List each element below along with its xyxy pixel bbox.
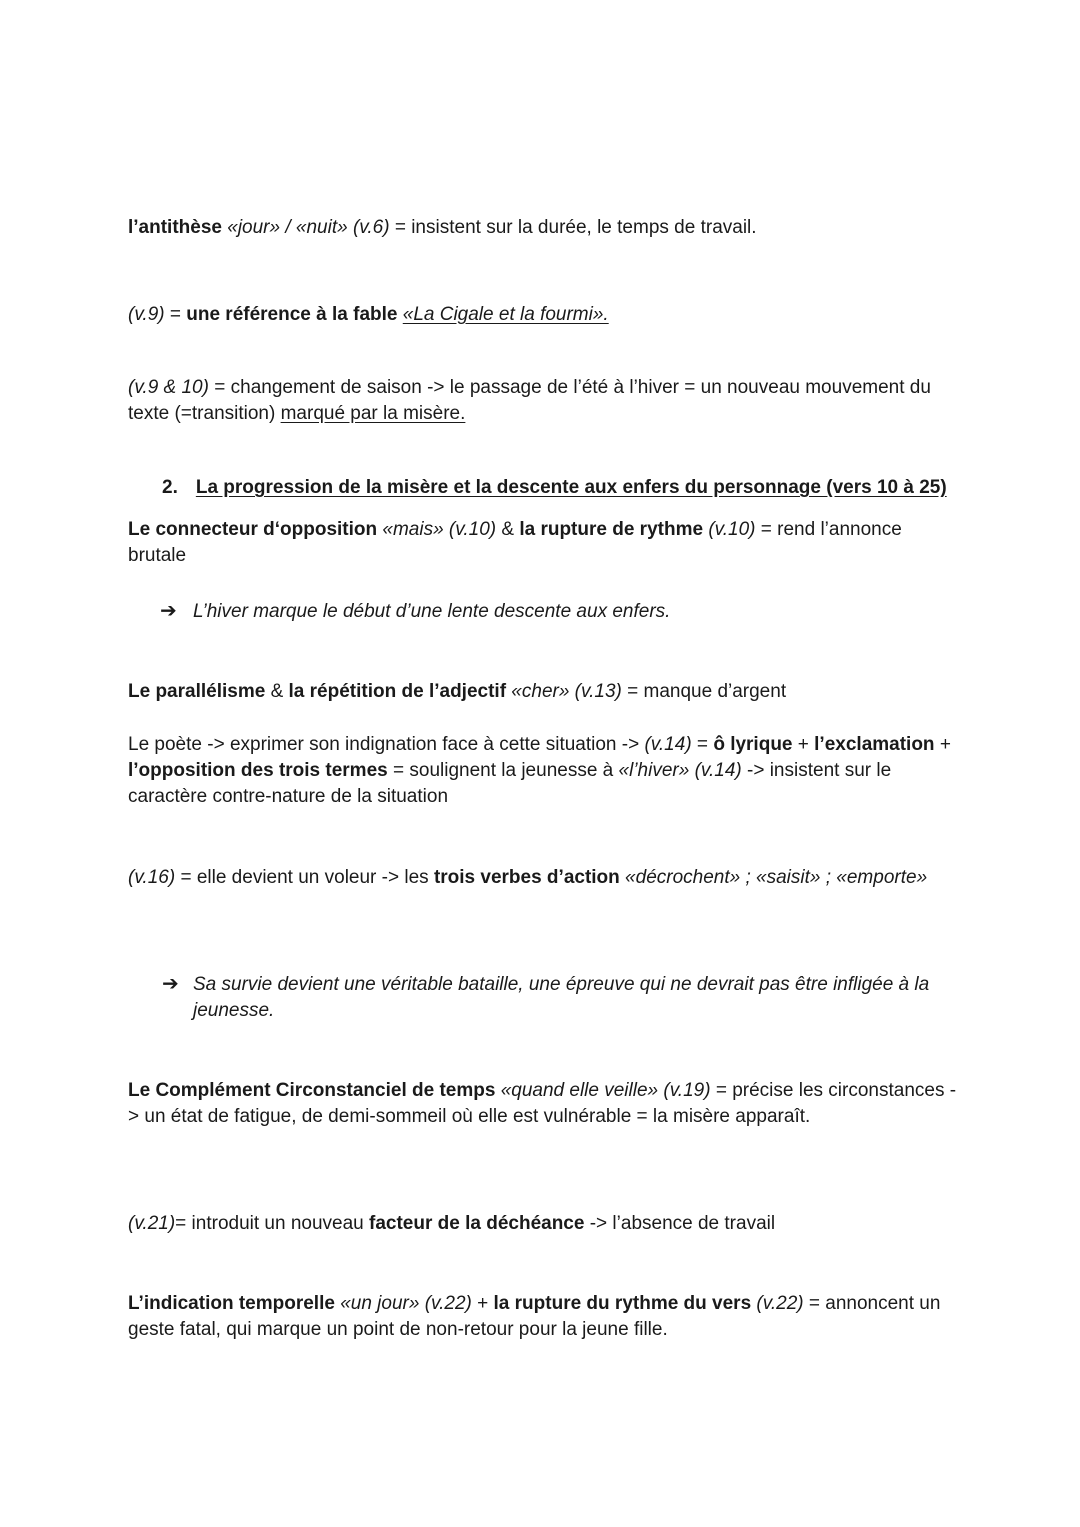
text: & [265,681,289,702]
quote: «décrochent» ; «saisit» ; «emporte» [619,867,928,888]
paragraph-voleur [128,865,958,891]
paragraph-saison [128,375,958,427]
text: -> l’absence de travail [584,1213,776,1234]
text: + [792,734,815,755]
text: = [164,304,187,325]
text: + [934,734,951,755]
text: & [496,519,520,540]
paragraph-fable [128,302,958,328]
bold-term: trois verbes d’action [433,867,620,888]
bold-term: ô lyrique [713,734,793,755]
text: = rend l’annonce brutale [128,519,902,566]
bold-term: la rupture du rythme du vers [493,1293,752,1314]
section-heading [162,475,962,501]
text: = soulignent la jeunesse à [387,760,619,781]
bold-term: facteur de la déchéance [369,1213,585,1234]
quote: «quand elle veille» (v.19) [495,1080,711,1101]
paragraph-complement [128,1078,958,1130]
paragraph-parallelisme [128,679,958,705]
bold-term: L’indication temporelle [128,1293,335,1314]
underlined-text: marqué par la misère. [280,403,466,424]
bold-term: la répétition de l’adjectif [288,681,507,702]
fable-title: «La Cigale et la fourmi». [402,304,609,325]
bold-term: l’antithèse [128,217,222,238]
verse-ref: (v.21) [128,1213,176,1234]
verse-ref: (v.9 & 10) [128,377,209,398]
text: = changement de saison -> le passage de l’été à l’hiver = un nouveau mouvement du texte (=transition) [128,377,931,424]
quote: «l’hiver» (v.14) [618,760,742,781]
text: = insistent sur la durée, le temps de travail. [389,217,757,238]
arrow-icon: ➔ [162,973,179,995]
bold-term: Le parallélisme [128,681,266,702]
heading-number: 2. [162,477,178,498]
text: + [471,1293,494,1314]
paragraph-indignation [128,732,958,810]
text: -> insistent sur le caractère contre-nature de la situation [128,760,892,807]
bold-term: la rupture de rythme [519,519,704,540]
quote: «jour» / «nuit» (v.6) [221,217,390,238]
paragraph-connecteur [128,517,958,569]
verse-ref: (v.10) [703,519,756,540]
bold-term: l’exclamation [814,734,935,755]
bold-term: Le connecteur d‘opposition [128,519,378,540]
text: = précise les circonstances -> un état de fatigue, de demi-sommeil où elle est vulnérable = la misère apparaît. [128,1080,957,1127]
bold-term: Le Complément Circonstanciel de temps [128,1080,496,1101]
paragraph-antithese [128,215,958,241]
arrow-icon: ➔ [160,600,177,622]
verse-ref: (v.22) [751,1293,804,1314]
text: = [691,734,714,755]
conclusion-survie: Sa survie devient une véritable bataille, une épreuve qui ne devrait pas être infligée à la jeunesse. [193,974,930,1021]
verse-ref: (v.16) [128,867,176,888]
bold-term: une référence à la fable [186,304,398,325]
text: = annoncent un geste fatal, qui marque un point de non-retour pour la jeune fille. [128,1293,941,1340]
text: Le poète -> exprimer son indignation face à cette situation -> [128,734,645,755]
heading-text: La progression de la misère et la descente aux enfers du personnage (vers 10 à 25) [195,477,947,498]
text: = manque d’argent [621,681,787,702]
verse-ref: (v.9) [128,304,165,325]
paragraph-indication [128,1291,958,1343]
quote: «un jour» (v.22) [334,1293,472,1314]
text: = elle devient un voleur -> les [175,867,434,888]
quote: «mais» (v.10) [377,519,497,540]
quote: «cher» (v.13) [506,681,622,702]
text: = introduit un nouveau [175,1213,370,1234]
bold-term: l’opposition des trois termes [128,760,388,781]
verse-ref: (v.14) [644,734,692,755]
conclusion-hiver: L’hiver marque le début d’une lente descente aux enfers. [193,601,671,622]
paragraph-decheance [128,1211,958,1237]
